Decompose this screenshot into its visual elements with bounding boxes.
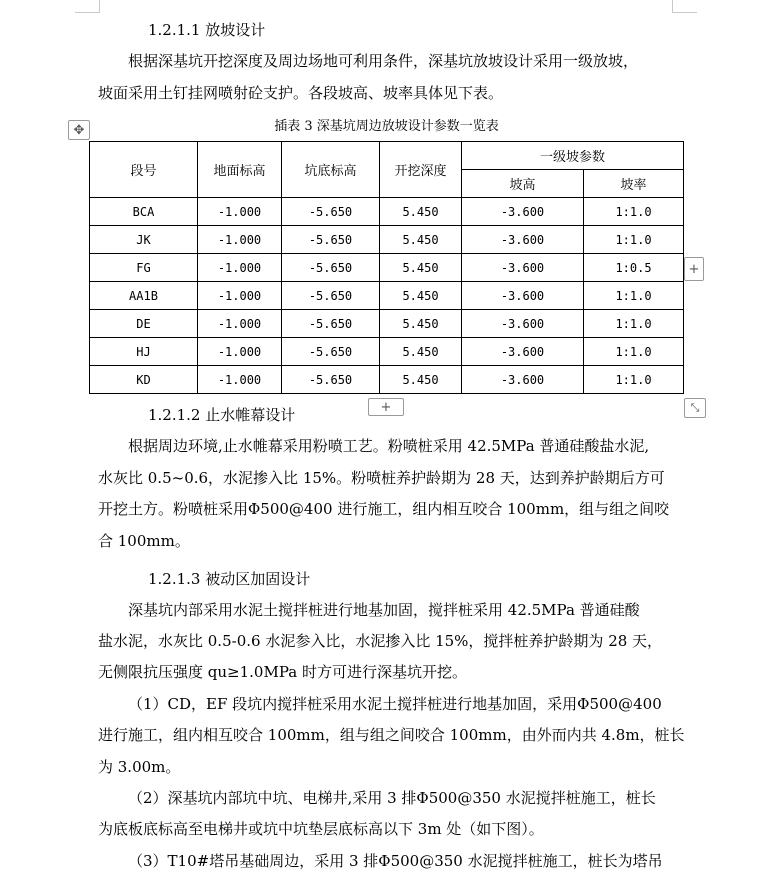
cell-segment: JK [90, 226, 198, 254]
header-excavation-depth: 开挖深度 [380, 142, 462, 198]
paragraph-line: 根据周边环境,止水帷幕采用粉喷工艺。粉喷桩采用 42.5MPa 普通硅酸盐水泥, [128, 437, 650, 455]
cell-height: -3.600 [462, 310, 584, 338]
cell-ground: -1.000 [198, 338, 282, 366]
cell-depth: 5.450 [380, 366, 462, 394]
margin-corner-top-left [75, 0, 100, 13]
cell-depth: 5.450 [380, 198, 462, 226]
cell-bottom: -5.650 [282, 310, 380, 338]
cell-ratio: 1:1.0 [584, 198, 684, 226]
cell-ground: -1.000 [198, 366, 282, 394]
paragraph-line: 开挖土方。粉喷桩采用Φ500@400 进行施工，组内相互咬合 100mm，组与组之间咬 [98, 500, 670, 518]
cell-ground: -1.000 [198, 282, 282, 310]
cell-ratio: 1:1.0 [584, 366, 684, 394]
section-heading-waterproof-curtain: 1.2.1.2 止水帷幕设计 [148, 406, 296, 424]
header-segment: 段号 [90, 142, 198, 198]
table-row [90, 338, 684, 366]
cell-depth: 5.450 [380, 310, 462, 338]
cell-ground: -1.000 [198, 198, 282, 226]
cell-ratio: 1:1.0 [584, 226, 684, 254]
table-move-handle-icon[interactable]: ✥ [68, 120, 90, 140]
cell-bottom: -5.650 [282, 338, 380, 366]
table-row [90, 282, 684, 310]
slope-parameters-table [89, 141, 684, 394]
paragraph-line: 深基坑内部采用水泥土搅拌桩进行地基加固，搅拌桩采用 42.5MPa 普通硅酸 [128, 601, 640, 619]
section-heading-passive-zone: 1.2.1.3 被动区加固设计 [148, 570, 311, 588]
table-row [90, 226, 684, 254]
paragraph-line: （2）深基坑内部坑中坑、电梯井,采用 3 排Φ500@350 水泥搅拌桩施工，桩长 [128, 789, 656, 807]
cell-bottom: -5.650 [282, 254, 380, 282]
header-ground-elevation: 地面标高 [198, 142, 282, 198]
cell-depth: 5.450 [380, 338, 462, 366]
add-column-button[interactable]: + [684, 257, 704, 281]
cell-segment: DE [90, 310, 198, 338]
cell-height: -3.600 [462, 366, 584, 394]
table-resize-handle-icon[interactable]: ⤡ [684, 398, 706, 418]
cell-ratio: 1:1.0 [584, 338, 684, 366]
paragraph-line: 进行施工，组内相互咬合 100mm，组与组之间咬合 100mm，由外而内共 4.8m，桩长 [98, 726, 685, 744]
cell-ground: -1.000 [198, 254, 282, 282]
table-row [90, 366, 684, 394]
cell-height: -3.600 [462, 226, 584, 254]
paragraph-line: 根据深基坑开挖深度及周边场地可利用条件，深基坑放坡设计采用一级放坡， [128, 52, 639, 70]
section-heading-slope: 1.2.1.1 放坡设计 [148, 21, 266, 39]
paragraph-line: 盐水泥，水灰比 0.5-0.6 水泥参入比，水泥掺入比 15%，搅拌桩养护龄期为 28 天， [98, 632, 663, 650]
cell-segment: HJ [90, 338, 198, 366]
table-caption: 插表 3 深基坑周边放坡设计参数一览表 [274, 119, 499, 134]
paragraph-line: 坡面采用土钉挂网喷射砼支护。各段坡高、坡率具体见下表。 [98, 84, 504, 102]
cell-segment: BCA [90, 198, 198, 226]
cell-ground: -1.000 [198, 226, 282, 254]
cell-height: -3.600 [462, 198, 584, 226]
header-slope-params-group: 一级坡参数 [462, 142, 684, 170]
header-slope-height: 坡高 [462, 170, 584, 198]
cell-segment: AA1B [90, 282, 198, 310]
add-row-button[interactable]: + [368, 398, 404, 416]
cell-height: -3.600 [462, 254, 584, 282]
table-row [90, 254, 684, 282]
cell-segment: KD [90, 366, 198, 394]
margin-corner-top-right [672, 0, 697, 13]
paragraph-line: （3）T10#塔吊基础周边，采用 3 排Φ500@350 水泥搅拌桩施工，桩长为塔吊 [128, 852, 663, 870]
cell-bottom: -5.650 [282, 282, 380, 310]
paragraph-line: 合 100mm。 [98, 532, 190, 550]
cell-bottom: -5.650 [282, 198, 380, 226]
cell-height: -3.600 [462, 338, 584, 366]
header-bottom-elevation: 坑底标高 [282, 142, 380, 198]
cell-ratio: 1:1.0 [584, 310, 684, 338]
header-slope-ratio: 坡率 [584, 170, 684, 198]
paragraph-line: 为 3.00m。 [98, 758, 181, 776]
cell-depth: 5.450 [380, 254, 462, 282]
cell-ground: -1.000 [198, 310, 282, 338]
cell-bottom: -5.650 [282, 366, 380, 394]
cell-ratio: 1:0.5 [584, 254, 684, 282]
cell-bottom: -5.650 [282, 226, 380, 254]
cell-segment: FG [90, 254, 198, 282]
table-row [90, 310, 684, 338]
cell-ratio: 1:1.0 [584, 282, 684, 310]
cell-height: -3.600 [462, 282, 584, 310]
paragraph-line: （1）CD，EF 段坑内搅拌桩采用水泥土搅拌桩进行地基加固，采用Φ500@400 [128, 695, 662, 713]
paragraph-line: 为底板底标高至电梯井或坑中坑垫层底标高以下 3m 处（如下图）。 [98, 820, 544, 838]
table-row [90, 198, 684, 226]
cell-depth: 5.450 [380, 282, 462, 310]
cell-depth: 5.450 [380, 226, 462, 254]
paragraph-line: 水灰比 0.5~0.6，水泥掺入比 15%。粉喷桩养护龄期为 28 天，达到养护龄期后方可 [98, 469, 665, 487]
paragraph-line: 无侧限抗压强度 qu≥1.0MPa 时方可进行深基坑开挖。 [98, 663, 467, 681]
